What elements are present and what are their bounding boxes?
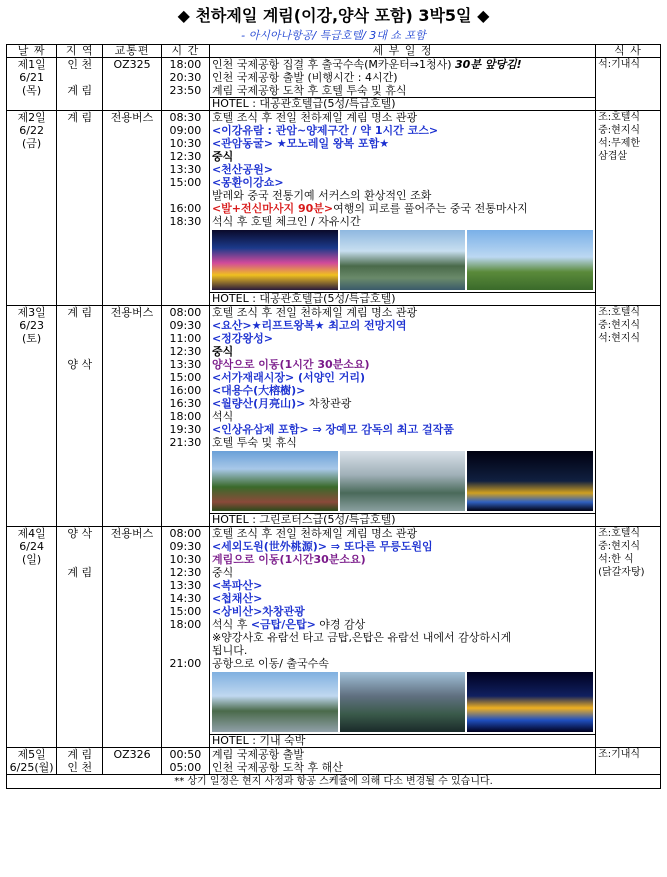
schedule-text: <첩채산> [211, 592, 263, 605]
schedule-line [212, 553, 593, 566]
col-header-meals: 식 사 [596, 45, 661, 58]
schedule-line [212, 644, 593, 657]
meal-line: 삼겹살 [598, 151, 628, 162]
day-date-line: 제1일 [17, 58, 46, 71]
day-region-cell [57, 748, 103, 775]
day-date-line: 제5일 [17, 748, 46, 761]
day-row [7, 111, 661, 293]
photo-strip [212, 672, 593, 732]
time-line: 09:30 [169, 319, 202, 332]
schedule-line [212, 306, 593, 319]
schedule-line [212, 436, 593, 449]
schedule-text: 중식 [211, 150, 234, 163]
time-line: 20:30 [169, 71, 202, 84]
footer-row [7, 775, 661, 789]
time-line: 21:00 [169, 657, 202, 670]
time-line: 13:30 [169, 358, 202, 371]
day-region-line: 계 림 [67, 748, 93, 761]
col-header-time: 시 간 [161, 45, 209, 58]
schedule-line [212, 618, 593, 631]
schedule-line [212, 358, 593, 371]
day-transport-cell [103, 306, 162, 527]
day-date-line: 6/23 [19, 319, 44, 332]
schedule-text: 30분 앞당김! [455, 58, 522, 71]
day-date-cell [7, 58, 57, 111]
schedule-line [212, 58, 593, 71]
time-line: 16:00 [169, 384, 202, 397]
schedule-text: ※양강사호 유람선 타고 금탑,은탑은 유람선 내에서 감상하시게 [211, 631, 512, 644]
schedule-line [212, 761, 593, 774]
schedule-text: 여행의 피로를 풀어주는 중국 전통마사지 [333, 202, 528, 215]
schedule-text: 야경 감상 [315, 618, 366, 631]
photo-strip [212, 451, 593, 511]
day-date-cell [7, 111, 57, 306]
schedule-text: <관암동굴> ★모노레일 왕복 포함★ [211, 137, 390, 150]
schedule-line [212, 124, 593, 137]
time-line: 15:00 [169, 371, 202, 384]
day-meals-cell [596, 58, 661, 111]
time-line: 12:30 [169, 150, 202, 163]
day-region-line: 인 천 [67, 761, 93, 774]
time-line: 08:30 [169, 111, 202, 124]
schedule-text: 인천 국제공항 도착 후 해산 [211, 761, 343, 774]
time-line: 13:30 [169, 163, 202, 176]
schedule-line [212, 202, 593, 215]
day-date-cell [7, 748, 57, 775]
schedule-text: 석식 [211, 410, 234, 423]
schedule-text: 계림 국제공항 출발 [211, 748, 304, 761]
schedule-line [212, 215, 593, 228]
time-line: 05:00 [169, 761, 202, 774]
day-region-line [59, 540, 100, 553]
scenic-photo [467, 672, 593, 732]
meal-line: 조:호텔식 [598, 112, 641, 123]
day-date-line: (토) [22, 332, 42, 345]
time-line: 21:30 [169, 436, 202, 449]
schedule-text: 발레와 중국 전통기예 서커스의 환상적인 조화 [211, 189, 432, 202]
schedule-text: 인천 국제공항 출발 (비행시간 : 4시간) [211, 71, 398, 84]
schedule-text: 계림 국제공항 도착 후 호텔 투숙 및 휴식 [211, 84, 407, 97]
schedule-text: 중식 [211, 566, 234, 579]
col-header-transport: 교통편 [103, 45, 162, 58]
day-transport-cell [103, 58, 162, 111]
col-header-detail: 세 부 일 정 [209, 45, 595, 58]
meal-line: 중:현지식 [598, 541, 641, 552]
schedule-text: 호텔 투숙 및 휴식 [211, 436, 297, 449]
schedule-text: <요산>★리프트왕복★ 최고의 전망지역 [211, 319, 407, 332]
time-line: 18:00 [169, 410, 202, 423]
day-detail-cell [209, 111, 595, 293]
time-line: 18:00 [169, 618, 202, 631]
photo-strip [212, 230, 593, 290]
time-line: 18:30 [169, 215, 202, 228]
scenic-photo [340, 672, 466, 732]
schedule-line [212, 84, 593, 97]
schedule-line [212, 592, 593, 605]
day-region-line [59, 319, 100, 332]
col-header-region: 지 역 [57, 45, 103, 58]
time-line: 12:30 [169, 566, 202, 579]
scenic-photo [340, 451, 466, 511]
time-line: 10:30 [169, 553, 202, 566]
day-date-line: (금) [22, 137, 42, 150]
day-transport: OZ326 [113, 748, 151, 761]
table-header-row [7, 45, 661, 58]
schedule-text: <대용수(大榕樹)> [211, 384, 306, 397]
day-transport-cell [103, 748, 162, 775]
time-line: 12:30 [169, 345, 202, 358]
schedule-text: 계림으로 이동(1시간30분소요) [211, 553, 366, 566]
scenic-photo [340, 230, 466, 290]
meal-line: 석:기내식 [598, 59, 641, 70]
day-date-line: 6/25(월) [9, 761, 54, 774]
schedule-line [212, 540, 593, 553]
meal-line: 조:호텔식 [598, 528, 641, 539]
day-region-cell [57, 527, 103, 748]
day-region-line: 계 림 [67, 84, 93, 97]
day-date-cell [7, 527, 57, 748]
day-transport: 전용버스 [110, 306, 154, 319]
meal-line: 조:호텔식 [598, 307, 641, 318]
day-row [7, 527, 661, 735]
day-region-line [59, 345, 100, 358]
day-transport-cell [103, 527, 162, 748]
time-line: 08:00 [169, 527, 202, 540]
scenic-photo [212, 672, 338, 732]
schedule-text: 인천 국제공항 집결 후 출국수속(M카운터⇒1청사) [211, 58, 456, 71]
meal-line: 석:한 식 [598, 554, 634, 565]
schedule-text: <이강유람 : 관암~양제구간 / 약 1시간 코스> [211, 124, 439, 137]
col-header-date: 날 짜 [7, 45, 57, 58]
day-region-cell [57, 306, 103, 527]
day-meals-cell [596, 306, 661, 527]
schedule-text: <발+전신마사지 90분> [211, 202, 334, 215]
schedule-text: 공항으로 이동/ 출국수속 [211, 657, 329, 670]
schedule-line [212, 397, 593, 410]
schedule-line [212, 189, 593, 202]
schedule-line [212, 176, 593, 189]
day-date-line: 제4일 [17, 527, 46, 540]
meal-line: 조:기내식 [598, 749, 641, 760]
day-transport-cell [103, 111, 162, 306]
day-transport: 전용버스 [110, 527, 154, 540]
schedule-text: <몽환이강쇼> [211, 176, 284, 189]
day-region-line: 계 림 [67, 566, 93, 579]
meal-line: 중:현지식 [598, 320, 641, 331]
day-date-line: 6/22 [19, 124, 44, 137]
schedule-line [212, 605, 593, 618]
schedule-line [212, 111, 593, 124]
schedule-text: <복파산> [211, 579, 263, 592]
time-line: 09:30 [169, 540, 202, 553]
time-line: 23:50 [169, 84, 202, 97]
itinerary-table [6, 44, 661, 789]
day-region-line [59, 553, 100, 566]
schedule-text: 차창관광 [305, 397, 352, 410]
time-line: 18:00 [169, 58, 202, 71]
meal-line: (닭갈자탕) [598, 567, 645, 578]
day-time-cell [161, 748, 209, 775]
schedule-text: 호텔 조식 후 전일 천하제일 계림 명소 관광 [211, 306, 418, 319]
day-date-cell [7, 306, 57, 527]
hotel-info: HOTEL : 대공관호텔급(5성/특급호텔) [209, 98, 595, 111]
time-line [164, 644, 207, 657]
meal-line: 석:무제한 [598, 138, 641, 149]
schedule-text: <금탑/은탑> [250, 618, 316, 631]
day-detail-cell [209, 306, 595, 514]
schedule-line [212, 319, 593, 332]
time-line: 10:30 [169, 137, 202, 150]
time-line: 15:00 [169, 605, 202, 618]
itinerary-body [7, 58, 661, 775]
day-region-line: 인 천 [67, 58, 93, 71]
scenic-photo [212, 230, 338, 290]
day-date-line: 6/24 [19, 540, 44, 553]
time-line: 13:30 [169, 579, 202, 592]
day-date-line: (일) [22, 553, 42, 566]
schedule-text: <서가재래시장> (서양인 거리) [211, 371, 366, 384]
day-region-cell [57, 111, 103, 306]
day-meals-cell [596, 527, 661, 748]
schedule-text: 중식 [211, 345, 234, 358]
hotel-info: HOTEL : 그린로터스급(5성/특급호텔) [209, 514, 595, 527]
day-detail-cell [209, 748, 595, 775]
schedule-text: <월량산(月亮山)> [211, 397, 306, 410]
time-line: 16:30 [169, 397, 202, 410]
meal-line: 중:현지식 [598, 125, 641, 136]
day-date-line: 제2일 [17, 111, 46, 124]
footer-note: ** 상기 일정은 현지 사정과 항공 스케쥴에 의해 다소 변경될 수 있습니다. [7, 775, 661, 789]
day-region-line: 양 삭 [67, 527, 93, 540]
day-meals-cell [596, 111, 661, 306]
schedule-line [212, 579, 593, 592]
day-region-line: 양 삭 [67, 358, 93, 371]
schedule-line [212, 657, 593, 670]
schedule-line [212, 410, 593, 423]
day-region-line [59, 332, 100, 345]
day-transport: OZ325 [113, 58, 151, 71]
schedule-line [212, 150, 593, 163]
schedule-text: 양삭으로 이동(1시간 30분소요) [211, 358, 370, 371]
schedule-line [212, 527, 593, 540]
schedule-line [212, 371, 593, 384]
schedule-line [212, 163, 593, 176]
schedule-text: <인상유삼제 포함> ⇒ 장예모 감독의 최고 걸작품 [211, 423, 454, 436]
page-title: ◆ 천하제일 계림(이강,양삭 포함) 3박5일 ◆ [177, 6, 490, 25]
day-row [7, 58, 661, 98]
time-line: 11:00 [169, 332, 202, 345]
day-time-cell [161, 306, 209, 527]
day-region-line: 계 림 [67, 306, 93, 319]
hotel-info: HOTEL : 대공관호텔급(5성/특급호텔) [209, 293, 595, 306]
day-detail-cell [209, 58, 595, 98]
schedule-text: <세외도원(世外桃源)> ⇒ 또다른 무릉도원임 [211, 540, 433, 553]
day-date-line: (목) [22, 84, 42, 97]
day-time-cell [161, 527, 209, 748]
day-region-cell [57, 58, 103, 111]
time-line: 00:50 [169, 748, 202, 761]
day-region-line: 계 림 [67, 111, 93, 124]
time-line: 19:30 [169, 423, 202, 436]
day-date-line: 제3일 [17, 306, 46, 319]
hotel-info: HOTEL : 기내 숙박 [209, 735, 595, 748]
page-subtitle: - 아시아나항공/ 특급호텔/ 3대 쇼 포함 [241, 29, 426, 42]
scenic-photo [467, 451, 593, 511]
time-line: 15:00 [169, 176, 202, 189]
schedule-line [212, 384, 593, 397]
day-time-cell [161, 111, 209, 306]
schedule-text: <천산공원> [211, 163, 273, 176]
schedule-line [212, 71, 593, 84]
day-region-line [59, 71, 100, 84]
day-detail-cell [209, 527, 595, 735]
day-date-line: 6/21 [19, 71, 44, 84]
schedule-text: <정강왕성> [211, 332, 273, 345]
schedule-line [212, 423, 593, 436]
schedule-text: 됩니다. [211, 644, 248, 657]
schedule-text: 석식 후 [211, 618, 251, 631]
day-row [7, 748, 661, 775]
time-line [164, 189, 207, 202]
schedule-text: 호텔 조식 후 전일 천하제일 계림 명소 관광 [211, 111, 418, 124]
schedule-text: 석식 후 호텔 체크인 / 자유시간 [211, 215, 361, 228]
time-line: 16:00 [169, 202, 202, 215]
time-line [164, 631, 207, 644]
schedule-text: <상비산>차창관광 [211, 605, 305, 618]
schedule-line [212, 137, 593, 150]
day-row [7, 306, 661, 514]
day-transport: 전용버스 [110, 111, 154, 124]
scenic-photo [212, 451, 338, 511]
day-time-cell [161, 58, 209, 111]
scenic-photo [467, 230, 593, 290]
schedule-line [212, 332, 593, 345]
time-line: 14:30 [169, 592, 202, 605]
day-meals-cell [596, 748, 661, 775]
schedule-line [212, 631, 593, 644]
time-line: 09:00 [169, 124, 202, 137]
schedule-line [212, 566, 593, 579]
schedule-line [212, 345, 593, 358]
schedule-text: 호텔 조식 후 전일 천하제일 계림 명소 관광 [211, 527, 418, 540]
schedule-line [212, 748, 593, 761]
time-line: 08:00 [169, 306, 202, 319]
meal-line: 석:현지식 [598, 333, 641, 344]
